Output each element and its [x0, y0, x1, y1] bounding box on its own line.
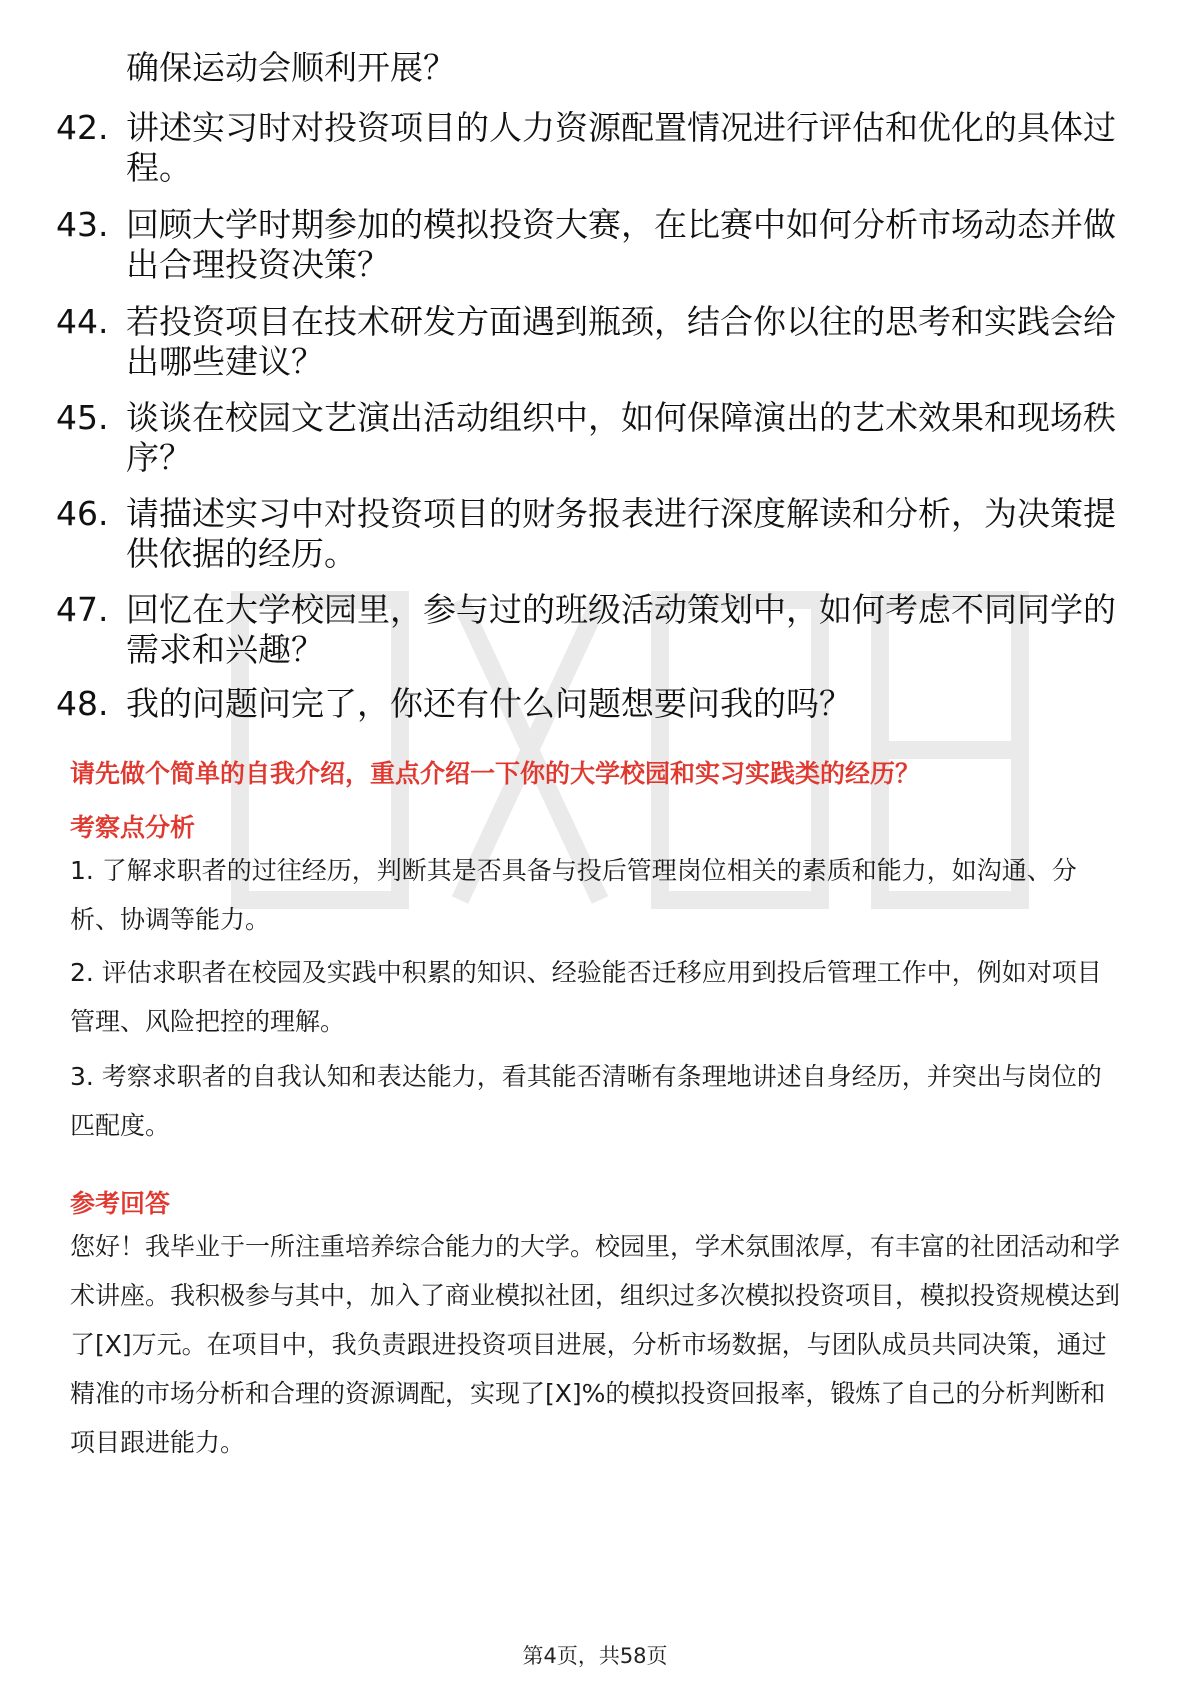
analysis-point: 1. 了解求职者的过往经历，判断其是否具备与投后管理岗位相关的素质和能力，如沟通、分析、协调等能力。	[70, 856, 1077, 934]
question-item	[56, 494, 1116, 574]
question-number: 44.	[56, 302, 109, 341]
question-item	[56, 108, 1116, 188]
question-text: 若投资项目在技术研发方面遇到瓶颈，结合你以往的思考和实践会给出哪些建议？	[126, 302, 1116, 381]
question-text: 我的问题问完了，你还有什么问题想要问我的吗？	[126, 684, 852, 723]
question-item	[56, 205, 1116, 285]
question-number: 46.	[56, 494, 109, 533]
answer-heading: 参考回答	[70, 1189, 171, 1218]
question-number: 47.	[56, 590, 109, 629]
question-item	[56, 684, 1116, 724]
question-number: 43.	[56, 205, 109, 244]
question-item	[56, 48, 1116, 88]
section-title: 请先做个简单的自我介绍，重点介绍一下你的大学校园和实习实践类的经历？	[70, 759, 921, 788]
question-text: 讲述实习时对投资项目的人力资源配置情况进行评估和优化的具体过程。	[126, 108, 1116, 187]
question-number: 45.	[56, 398, 109, 437]
analysis-point: 3. 考察求职者的自我认知和表达能力，看其能否清晰有条理地讲述自身经历，并突出与岗位的匹配度。	[70, 1062, 1102, 1140]
page-footer: 第4页，共58页	[522, 1644, 668, 1668]
question-item	[56, 590, 1116, 670]
question-number: 42.	[56, 108, 109, 147]
question-number: 48.	[56, 684, 109, 723]
answer-text: 您好！我毕业于一所注重培养综合能力的大学。校园里，学术氛围浓厚，有丰富的社团活动和学术讲座。我积极参与其中，加入了商业模拟社团，组织过多次模拟投资项目，模拟投资规模达到了[X]万元。在项目中，我负责跟进投资项目进展，分析市场数据，与团队成员共同决策，通过精准的市场分析和合理的资源调配，实现了[X]%的模拟投资回报率，锻炼了自己的分析判断和项目跟进能力。	[70, 1232, 1121, 1457]
question-text: 谈谈在校园文艺演出活动组织中，如何保障演出的艺术效果和现场秩序？	[126, 398, 1116, 477]
question-item	[56, 398, 1116, 478]
question-text: 确保运动会顺利开展？	[126, 48, 456, 87]
question-text: 回顾大学时期参加的模拟投资大赛，在比赛中如何分析市场动态并做出合理投资决策？	[126, 205, 1116, 284]
question-text: 请描述实习中对投资项目的财务报表进行深度解读和分析，为决策提供依据的经历。	[126, 494, 1116, 573]
analysis-heading: 考察点分析	[70, 813, 196, 842]
analysis-point: 2. 评估求职者在校园及实践中积累的知识、经验能否迁移应用到投后管理工作中，例如对项目管理、风险把控的理解。	[70, 958, 1102, 1036]
question-text: 回忆在大学校园里，参与过的班级活动策划中，如何考虑不同同学的需求和兴趣？	[126, 590, 1116, 669]
question-item	[56, 302, 1116, 382]
